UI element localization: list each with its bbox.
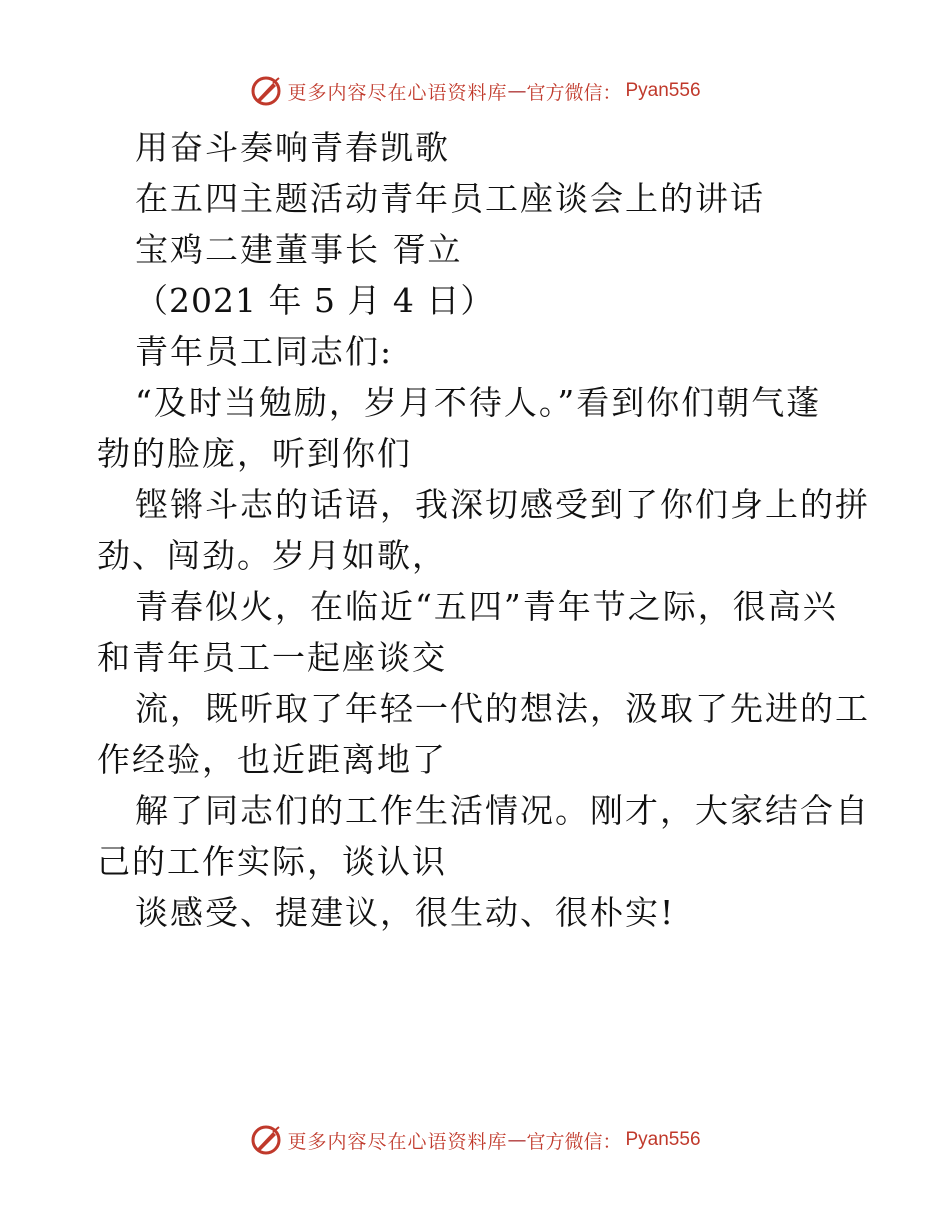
footer-watermark — [0, 1120, 950, 1160]
paragraph-line: 流，既听取了年轻一代的想法，汲取了先进的工 — [135, 689, 870, 728]
header-watermark — [0, 71, 950, 111]
document-subtitle: 在五四主题活动青年员工座谈会上的讲话 — [135, 179, 765, 218]
paragraph-line: 铿锵斗志的话语，我深切感受到了你们身上的拼 — [135, 485, 870, 524]
watermark-wechat-id: Pyan556 — [625, 80, 701, 101]
watermark-text: 更多内容尽在心语资料库 — [287, 81, 508, 104]
document-date: （2021 年 5 月 4 日） — [135, 281, 495, 320]
document-body — [97, 122, 870, 938]
watermark-text: 更多内容尽在心语资料库 — [287, 1130, 508, 1153]
paragraph-line: 青春似火，在临近“五四”青年节之际，很高兴 — [135, 587, 838, 626]
document-author: 宝鸡二建董事长 胥立 — [135, 230, 463, 269]
quill-pen-logo-icon — [249, 1123, 283, 1157]
paragraph-line: 勃的脸庞，听到你们 — [97, 434, 412, 473]
watermark-separator: — — [507, 1129, 527, 1151]
watermark-wechat-id: Pyan556 — [625, 1129, 701, 1150]
paragraph-line: “及时当勉励，岁月不待人。”看到你们朝气蓬 — [135, 383, 822, 422]
paragraph-line: 劲、闯劲。岁月如歌， — [97, 536, 447, 575]
watermark-wechat-label: 官方微信： — [526, 81, 622, 104]
document-salutation: 青年员工同志们: — [135, 332, 394, 371]
watermark-separator: — — [507, 80, 527, 102]
quill-pen-logo-icon — [249, 74, 283, 108]
paragraph-line: 解了同志们的工作生活情况。刚才，大家结合自 — [135, 791, 870, 830]
paragraph-line: 谈感受、提建议，很生动、很朴实! — [135, 893, 676, 932]
document-title: 用奋斗奏响青春凯歌 — [135, 128, 450, 167]
paragraph-line: 己的工作实际，谈认识 — [97, 842, 447, 881]
watermark-wechat-label: 官方微信： — [526, 1130, 622, 1153]
paragraph-line: 作经验，也近距离地了 — [97, 740, 447, 779]
paragraph-line: 和青年员工一起座谈交 — [97, 638, 447, 677]
